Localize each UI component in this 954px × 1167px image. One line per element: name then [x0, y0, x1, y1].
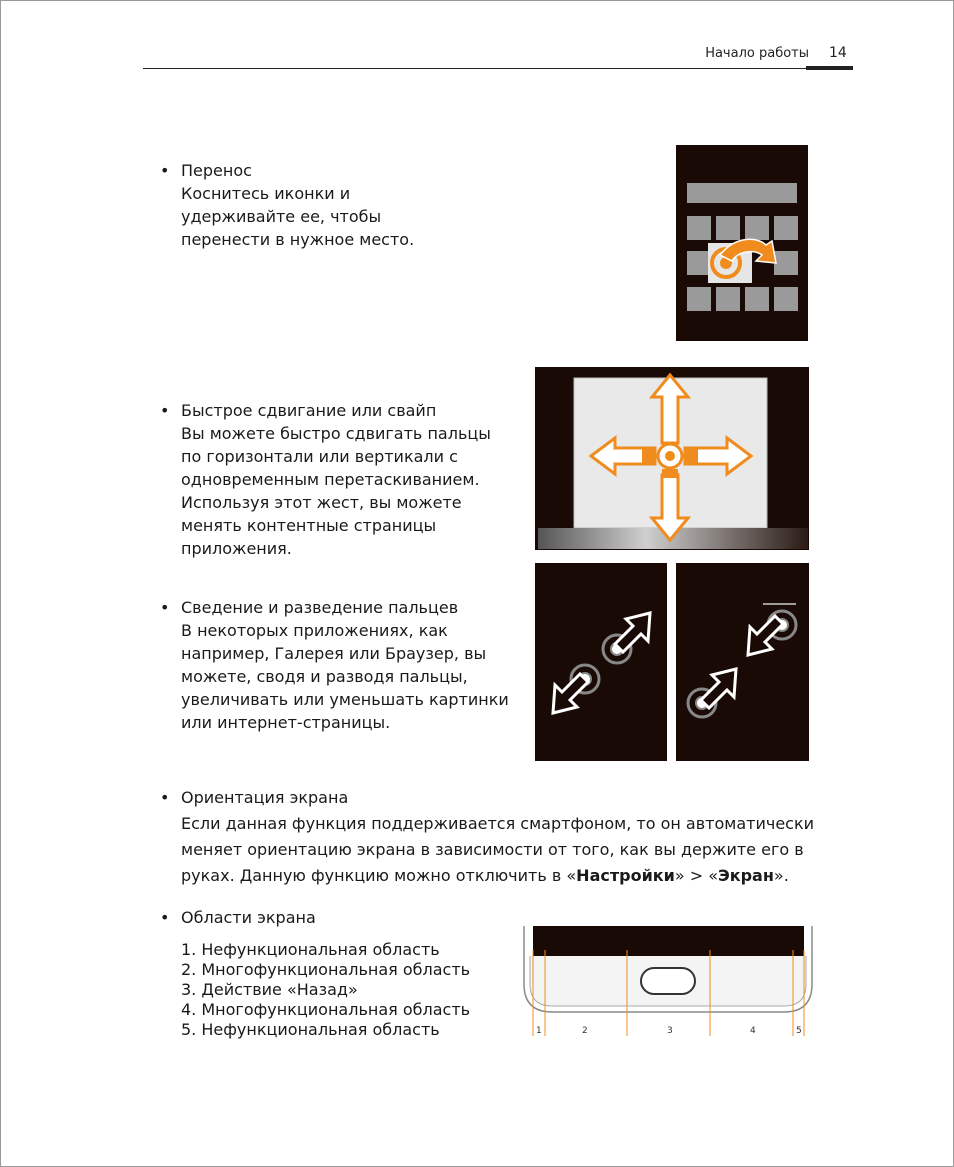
bullet: • — [160, 161, 170, 180]
text-fragment: ». — [773, 866, 789, 885]
header-rule — [143, 68, 853, 69]
section-title: Ориентация экрана — [181, 788, 349, 807]
zone-label-1: 1 — [536, 1026, 542, 1036]
text-line: одновременным перетаскиванием. — [181, 470, 480, 489]
text-line: удерживайте ее, чтобы — [181, 207, 382, 226]
section-title: Сведение и разведение пальцев — [181, 598, 459, 617]
orientation-paragraph — [181, 811, 814, 889]
text-line: менять контентные страницы — [181, 516, 437, 535]
bullet: • — [160, 908, 170, 927]
list-item: 1. Нефункциональная область — [181, 940, 440, 959]
text-line: или интернет-страницы. — [181, 713, 391, 732]
zone-label-4: 4 — [750, 1026, 756, 1036]
screen-ref: Экран — [718, 866, 774, 885]
page-number: 14 — [829, 45, 847, 61]
section-title: Быстрое сдвигание или свайп — [181, 401, 437, 420]
text-line: по горизонтали или вертикали с — [181, 447, 458, 466]
drag-illustration — [676, 145, 808, 341]
section-title: Перенос — [181, 161, 252, 180]
text-line: Если данная функция поддерживается смартфоном, то он автоматически — [181, 814, 815, 833]
text-line: приложения. — [181, 539, 292, 558]
pinch-in-illustration — [676, 563, 809, 761]
zone-label-3: 3 — [667, 1026, 673, 1036]
list-item: 2. Многофункциональная область — [181, 960, 471, 979]
text-line: увеличивать или уменьшать картинки — [181, 690, 509, 709]
text-line: В некоторых приложениях, как — [181, 621, 448, 640]
section-title: Области экрана — [181, 908, 316, 927]
text-line: Вы можете быстро сдвигать пальцы — [181, 424, 491, 443]
text-line: перенести в нужное место. — [181, 230, 415, 249]
settings-ref: Настройки — [576, 866, 675, 885]
pinch-out-illustration — [535, 563, 667, 761]
text-line: меняет ориентацию экрана в зависимости от того, как вы держите его в — [181, 840, 804, 859]
header-title: Начало работы — [705, 46, 809, 61]
zone-label-5: 5 — [796, 1026, 802, 1036]
header-tab — [806, 66, 853, 70]
list-item: 3. Действие «Назад» — [181, 980, 358, 999]
list-item: 5. Нефункциональная область — [181, 1020, 440, 1039]
text-fragment: руках. Данную функцию можно отключить в « — [181, 866, 577, 885]
bullet: • — [160, 598, 170, 617]
screen-zones-diagram — [522, 926, 814, 1038]
swipe-illustration — [535, 367, 809, 550]
bullet: • — [160, 788, 170, 807]
text-line — [181, 863, 814, 889]
bullet: • — [160, 401, 170, 420]
text-line: например, Галерея или Браузер, вы — [181, 644, 487, 663]
text-fragment: » > « — [674, 866, 718, 885]
text-line: Коснитесь иконки и — [181, 184, 351, 203]
text-line: можете, сводя и разводя пальцы, — [181, 667, 468, 686]
text-line: Используя этот жест, вы можете — [181, 493, 462, 512]
list-item: 4. Многофункциональная область — [181, 1000, 471, 1019]
zones-list — [181, 940, 470, 1040]
zone-label-2: 2 — [582, 1026, 588, 1036]
